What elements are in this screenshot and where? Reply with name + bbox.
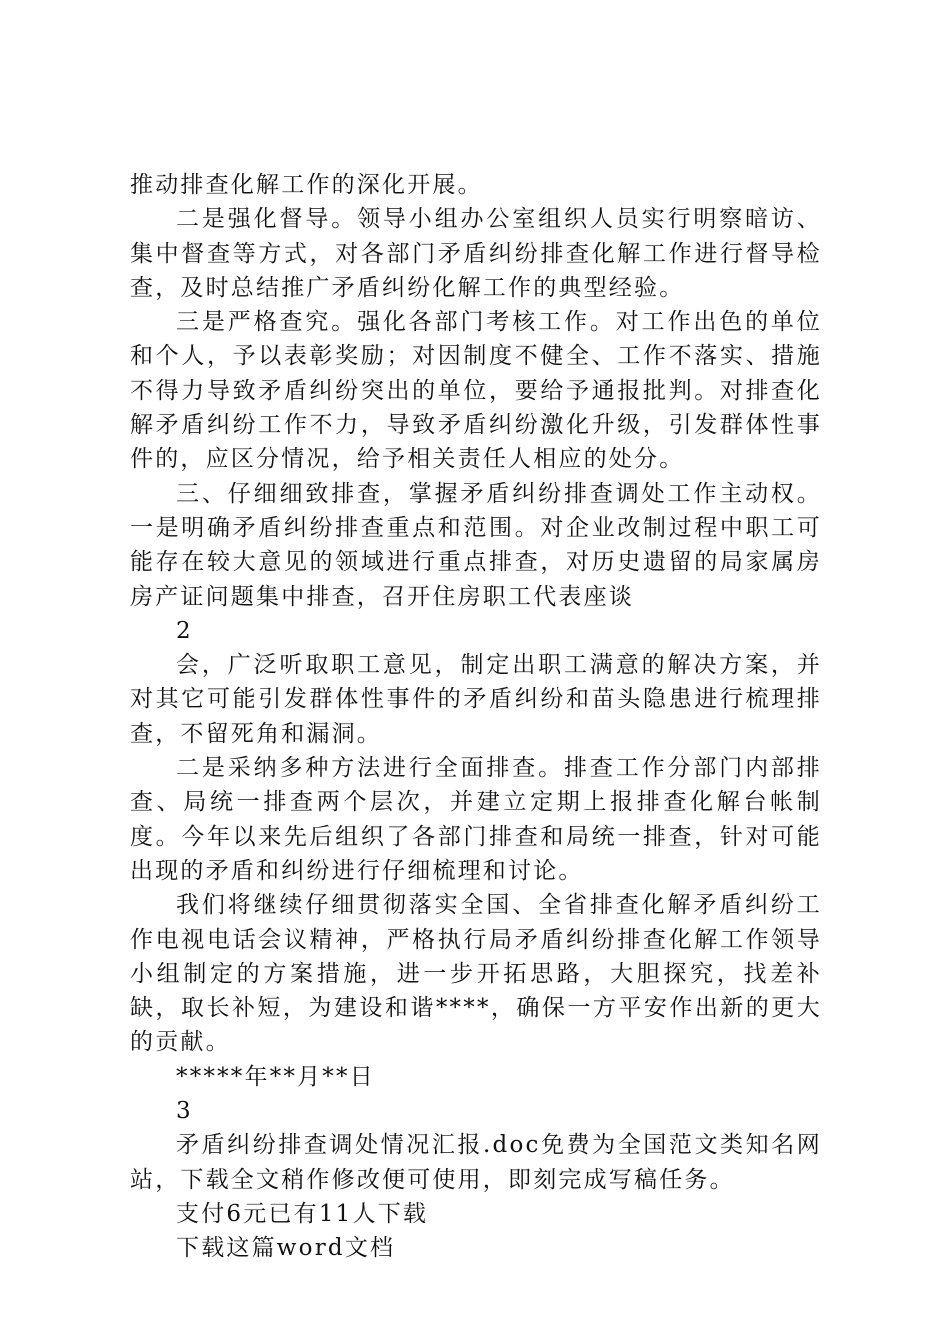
- paragraph-continuation: 推动排查化解工作的深化开展。: [130, 172, 483, 198]
- download-description: 矛盾纠纷排查调处情况汇报.doc免费为全国范文类知名网站，下载全文稍作修改便可使用，即刻完成写稿任务。: [130, 1132, 822, 1193]
- document-page: [130, 168, 822, 1266]
- paragraph-meeting: 会，广泛听取职工意见，制定出职工满意的解决方案，并对其它可能引发群体性事件的矛盾纠纷和苗头隐患进行梳理排查，不留死角和漏洞。: [130, 652, 822, 747]
- paragraph-methods: 二是采纳多种方法进行全面排查。排查工作分部门内部排查、局统一排查两个层次，并建立定期上报排查化解台帐制度。今年以来先后组织了各部门排查和局统一排查，针对可能出现的矛盾和纠纷进行仔细梳理和讨论。: [130, 755, 822, 884]
- document-date: *****年**月**日: [176, 1063, 375, 1090]
- paragraph-conclusion: 我们将继续仔细贯彻落实全国、全省排查化解矛盾纠纷工作电视电话会议精神，严格执行局矛盾纠纷排查化解工作领导小组制定的方案措施，进一步开拓思路，大胆探究，找差补缺，取长补短，为建设和谐****，确保一方平安作出新的更大的贡献。: [130, 892, 822, 1056]
- page-number: 2: [176, 617, 191, 644]
- paragraph-supervision: 二是强化督导。领导小组办公室组织人员实行明察暗访、集中督查等方式，对各部门矛盾纠纷排查化解工作进行督导检查，及时总结推广矛盾纠纷化解工作的典型经验。: [130, 206, 822, 301]
- paragraph-investigation: 三、仔细细致排查，掌握矛盾纠纷排查调处工作主动权。一是明确矛盾纠纷排查重点和范围。对企业改制过程中职工可能存在较大意见的领域进行重点排查，对历史遗留的局家属房房产证问题集中排查，召开住房职工代表座谈: [130, 480, 822, 610]
- page-number: 3: [176, 1098, 191, 1125]
- download-link[interactable]: 下载这篇word文档: [176, 1235, 396, 1262]
- download-count: 支付6元已有11人下载: [176, 1200, 429, 1227]
- paragraph-accountability: 三是严格查究。强化各部门考核工作。对工作出色的单位和个人，予以表彰奖励；对因制度不健全、工作不落实、措施不得力导致矛盾纠纷突出的单位，要给予通报批判。对排查化解矛盾纠纷工作不力，导致矛盾纠纷激化升级，引发群体性事件的，应区分情况，给予相关责任人相应的处分。: [130, 309, 822, 473]
